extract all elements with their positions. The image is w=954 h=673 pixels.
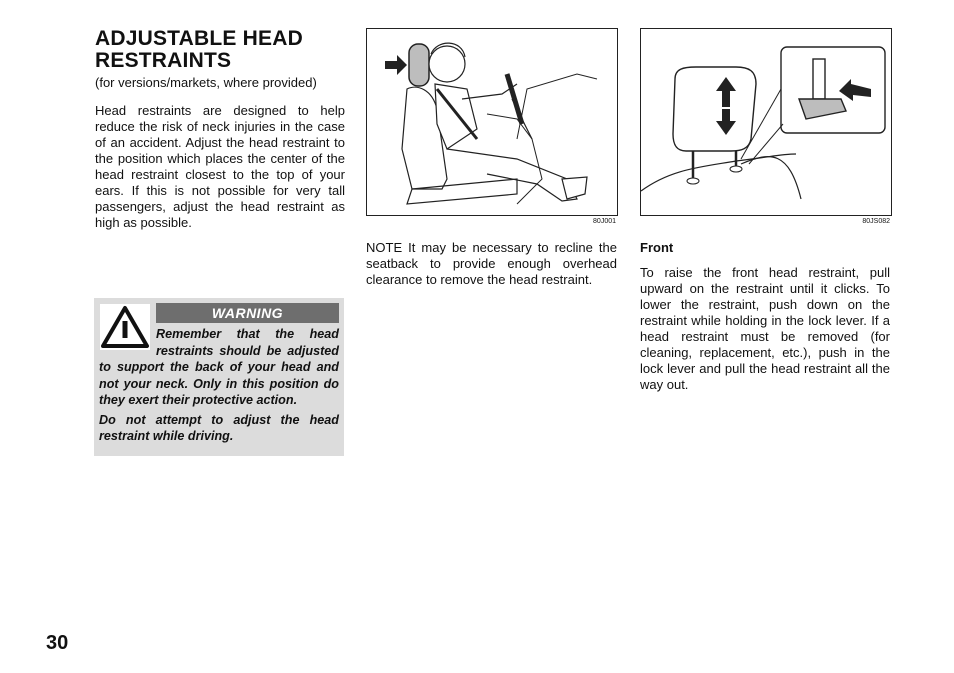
warning-label: WARNING [156,303,339,323]
figure-code-1: 80J001 [593,218,616,225]
head-restraint-figure [640,28,892,216]
warning-text [99,326,339,448]
intro-paragraph: Head restraints are designed to help reduce the risk of neck injuries in the case of an accident. Adjust the head restraint to the position which places the center of the head restraint closest to the top of your ears. If this is not possible for very tall passengers, adjust the head restraint as high as possible. [95,103,345,230]
title-line-1: ADJUSTABLE HEAD [95,27,303,50]
warning-box [94,298,344,456]
head-restraint-illustration-icon [641,29,891,215]
middle-column [366,28,618,225]
note-paragraph: NOTE It may be necessary to recline the seatback to provide enough overhead clearance to remove the head restraint. [366,240,617,287]
title-line-2: RESTRAINTS [95,49,232,72]
figure-code-2: 80JS082 [862,218,890,225]
warning-paragraph-2: Do not attempt to adjust the head restraint while driving. [99,412,339,443]
page-number: 30 [46,632,69,654]
right-column [640,28,890,225]
left-column [95,28,345,231]
warning-paragraph-1: Remember that the head restraints should be adjusted to support the back of your head and not your neck. Only in this position do they exert their protective action. [99,327,339,407]
driver-seat-illustration-icon [367,29,617,215]
page-title [95,28,345,72]
front-heading: Front [640,240,674,255]
subtitle: (for versions/markets, where provided) [95,75,317,90]
front-paragraph: To raise the front head restraint, pull upward on the restraint until it clicks. To lower the restraint, push down on the restraint while holding in the lock lever. If a head restraint must be removed (for cleaning, replacement, etc.), push in the lock lever and pull the head restraint all the way out. [640,265,890,392]
driver-seat-figure [366,28,618,216]
